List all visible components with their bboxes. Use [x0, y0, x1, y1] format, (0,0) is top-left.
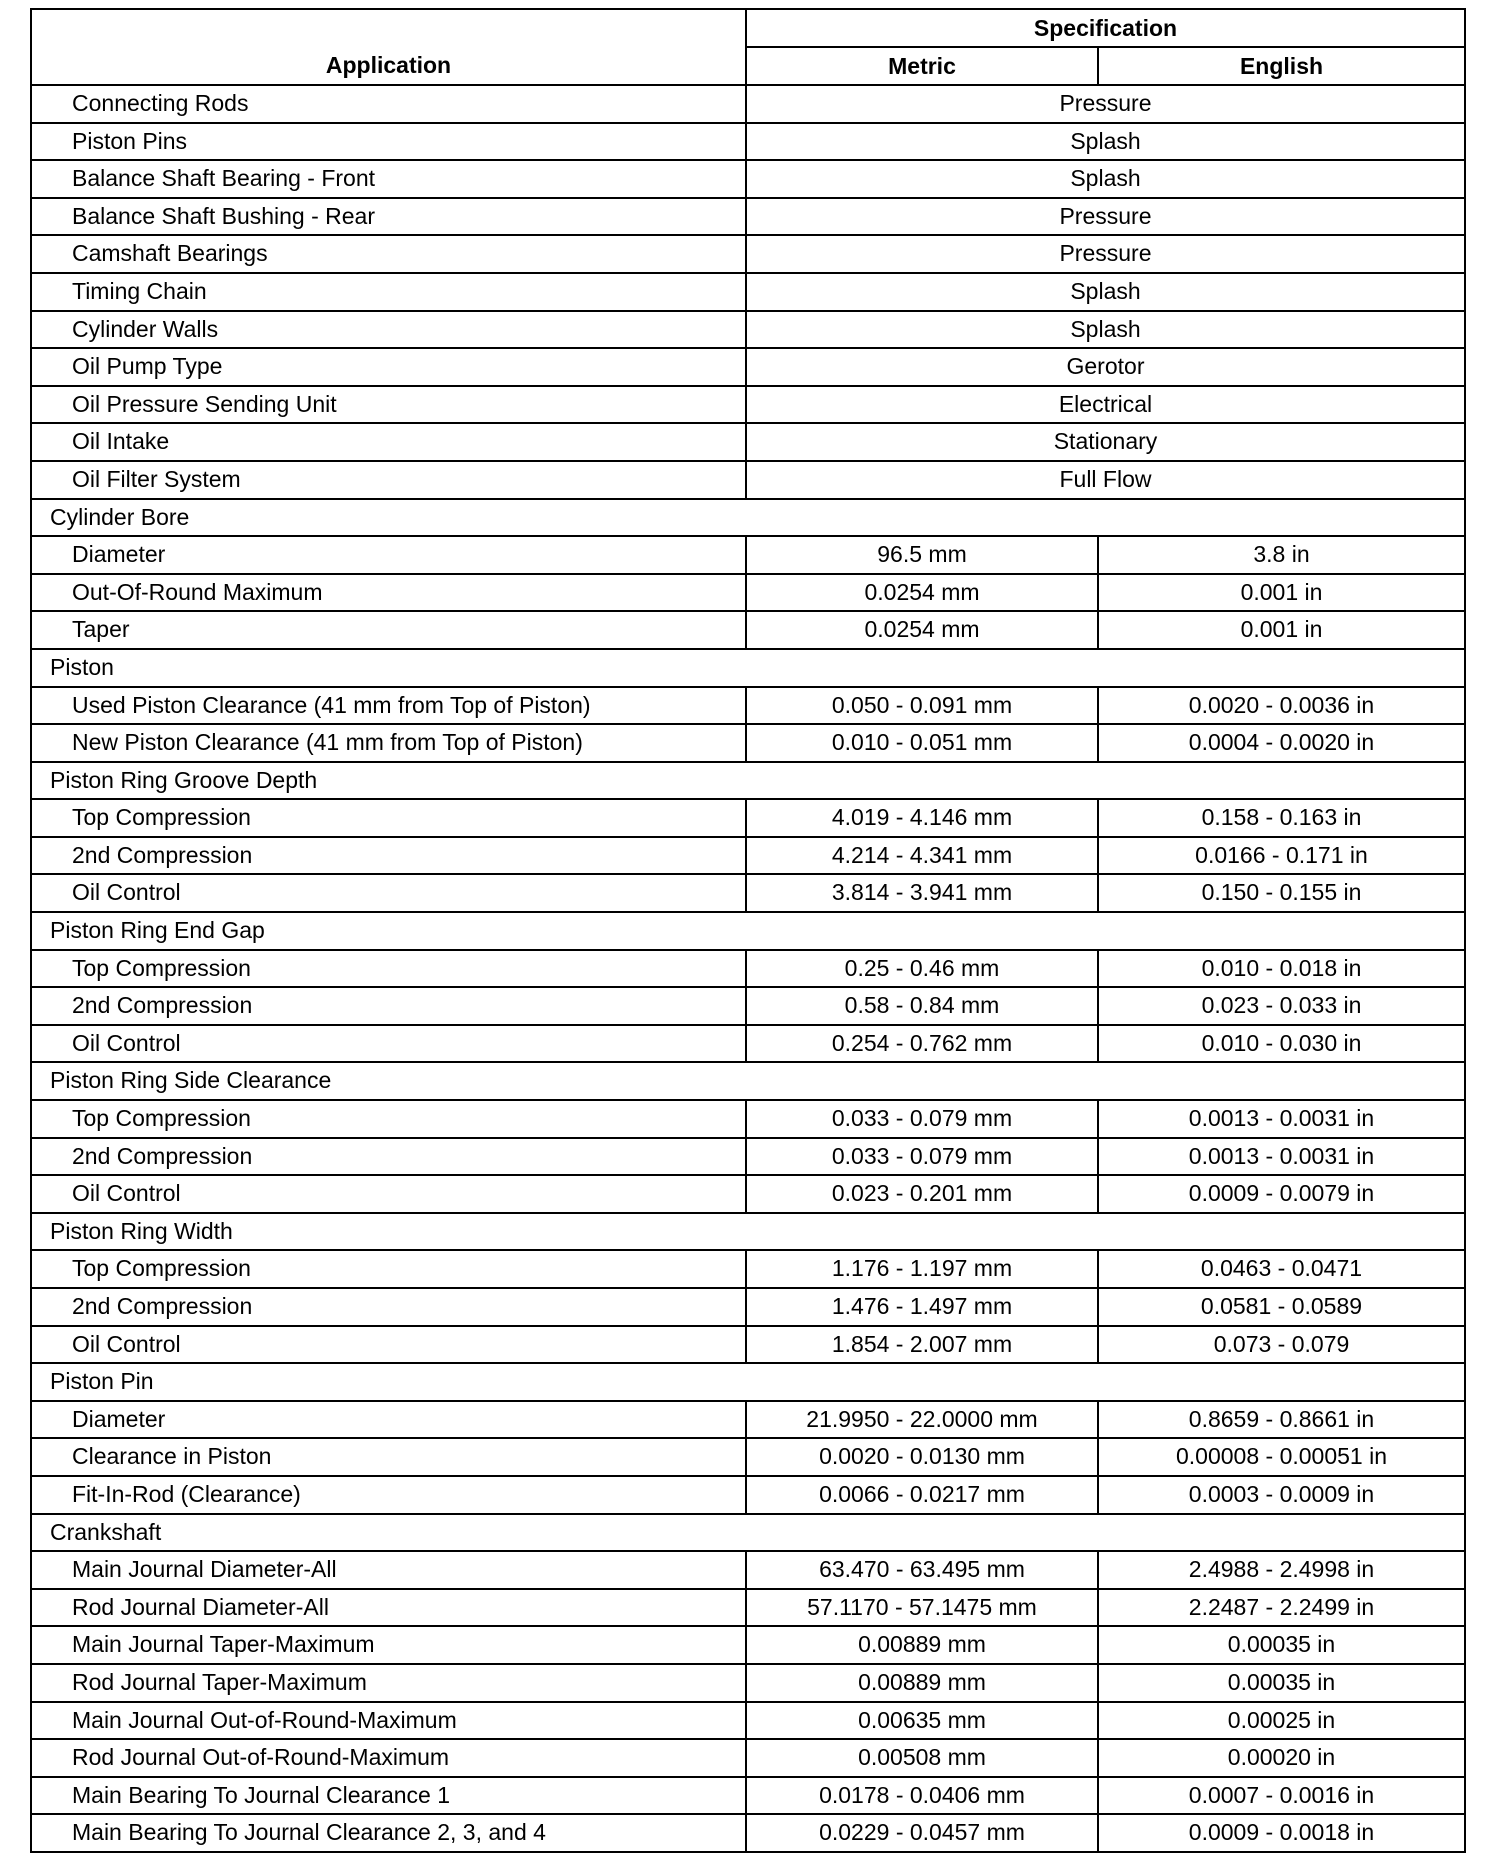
spec-row — [31, 1175, 1465, 1213]
specification-cell: Gerotor — [746, 348, 1465, 386]
application-cell: Oil Control — [31, 1175, 746, 1213]
english-cell: 0.0013 - 0.0031 in — [1098, 1100, 1465, 1138]
english-cell: 0.0003 - 0.0009 in — [1098, 1476, 1465, 1514]
application-cell: Rod Journal Diameter-All — [31, 1589, 746, 1627]
section-header-row — [31, 1062, 1465, 1100]
application-cell: Camshaft Bearings — [31, 235, 746, 273]
section-header-row — [31, 912, 1465, 950]
metric-cell: 0.0020 - 0.0130 mm — [746, 1438, 1098, 1476]
section-title: Crankshaft — [31, 1514, 1465, 1552]
application-cell: Main Bearing To Journal Clearance 2, 3, and 4 — [31, 1814, 746, 1852]
application-cell: 2nd Compression — [31, 1138, 746, 1176]
application-header: Application — [31, 9, 746, 85]
application-cell: Oil Control — [31, 1326, 746, 1364]
english-cell: 0.00025 in — [1098, 1702, 1465, 1740]
metric-cell: 0.010 - 0.051 mm — [746, 724, 1098, 762]
english-cell: 0.8659 - 0.8661 in — [1098, 1401, 1465, 1439]
lubrication-row — [31, 235, 1465, 273]
spec-row — [31, 1438, 1465, 1476]
application-cell: Piston Pins — [31, 123, 746, 161]
lubrication-row — [31, 386, 1465, 424]
application-cell: Connecting Rods — [31, 85, 746, 123]
metric-cell: 4.019 - 4.146 mm — [746, 799, 1098, 837]
spec-table-body — [31, 85, 1465, 1852]
application-cell: Main Bearing To Journal Clearance 1 — [31, 1777, 746, 1815]
lubrication-row — [31, 198, 1465, 236]
english-header: English — [1098, 47, 1465, 85]
english-cell: 0.00020 in — [1098, 1739, 1465, 1777]
spec-row — [31, 1476, 1465, 1514]
english-cell: 0.0007 - 0.0016 in — [1098, 1777, 1465, 1815]
spec-row — [31, 1551, 1465, 1589]
section-header-row — [31, 499, 1465, 537]
english-cell: 3.8 in — [1098, 536, 1465, 574]
metric-cell: 0.023 - 0.201 mm — [746, 1175, 1098, 1213]
metric-cell: 4.214 - 4.341 mm — [746, 837, 1098, 875]
application-cell: Top Compression — [31, 1250, 746, 1288]
metric-cell: 1.176 - 1.197 mm — [746, 1250, 1098, 1288]
application-cell: Top Compression — [31, 950, 746, 988]
metric-cell: 0.033 - 0.079 mm — [746, 1100, 1098, 1138]
application-cell: Main Journal Out-of-Round-Maximum — [31, 1702, 746, 1740]
spec-row — [31, 1626, 1465, 1664]
english-cell: 0.0463 - 0.0471 — [1098, 1250, 1465, 1288]
lubrication-row — [31, 311, 1465, 349]
spec-row — [31, 950, 1465, 988]
metric-cell: 57.1170 - 57.1475 mm — [746, 1589, 1098, 1627]
application-cell: Clearance in Piston — [31, 1438, 746, 1476]
metric-cell: 96.5 mm — [746, 536, 1098, 574]
english-cell: 0.00008 - 0.00051 in — [1098, 1438, 1465, 1476]
english-cell: 0.00035 in — [1098, 1626, 1465, 1664]
application-cell: Oil Intake — [31, 423, 746, 461]
section-title: Piston Pin — [31, 1363, 1465, 1401]
metric-cell: 0.0066 - 0.0217 mm — [746, 1476, 1098, 1514]
metric-cell: 0.254 - 0.762 mm — [746, 1025, 1098, 1063]
application-cell: Oil Pump Type — [31, 348, 746, 386]
section-header-row — [31, 649, 1465, 687]
spec-row — [31, 1288, 1465, 1326]
specification-cell: Pressure — [746, 85, 1465, 123]
section-title: Piston Ring End Gap — [31, 912, 1465, 950]
lubrication-row — [31, 273, 1465, 311]
specification-cell: Stationary — [746, 423, 1465, 461]
metric-cell: 0.033 - 0.079 mm — [746, 1138, 1098, 1176]
application-cell: Balance Shaft Bushing - Rear — [31, 198, 746, 236]
spec-row — [31, 874, 1465, 912]
english-cell: 0.00035 in — [1098, 1664, 1465, 1702]
specification-cell: Electrical — [746, 386, 1465, 424]
application-cell: Used Piston Clearance (41 mm from Top of Piston) — [31, 687, 746, 725]
metric-cell: 0.050 - 0.091 mm — [746, 687, 1098, 725]
section-title: Piston Ring Side Clearance — [31, 1062, 1465, 1100]
english-cell: 0.158 - 0.163 in — [1098, 799, 1465, 837]
lubrication-row — [31, 348, 1465, 386]
engine-spec-table — [30, 8, 1466, 1853]
metric-cell: 0.25 - 0.46 mm — [746, 950, 1098, 988]
spec-row — [31, 1326, 1465, 1364]
specification-cell: Full Flow — [746, 461, 1465, 499]
application-cell: Timing Chain — [31, 273, 746, 311]
spec-row — [31, 1100, 1465, 1138]
application-cell: Fit-In-Rod (Clearance) — [31, 1476, 746, 1514]
metric-cell: 63.470 - 63.495 mm — [746, 1551, 1098, 1589]
application-cell: Main Journal Taper-Maximum — [31, 1626, 746, 1664]
spec-row — [31, 1814, 1465, 1852]
metric-cell: 0.0254 mm — [746, 611, 1098, 649]
metric-cell: 1.476 - 1.497 mm — [746, 1288, 1098, 1326]
application-cell: Out-Of-Round Maximum — [31, 574, 746, 612]
english-cell: 0.0009 - 0.0079 in — [1098, 1175, 1465, 1213]
specification-cell: Splash — [746, 273, 1465, 311]
application-cell: Diameter — [31, 1401, 746, 1439]
spec-row — [31, 574, 1465, 612]
section-header-row — [31, 1213, 1465, 1251]
specification-header: Specification — [746, 9, 1465, 47]
english-cell: 0.001 in — [1098, 611, 1465, 649]
application-cell: Main Journal Diameter-All — [31, 1551, 746, 1589]
spec-row — [31, 837, 1465, 875]
application-cell: Oil Control — [31, 874, 746, 912]
spec-row — [31, 1739, 1465, 1777]
metric-cell: 1.854 - 2.007 mm — [746, 1326, 1098, 1364]
application-cell: Top Compression — [31, 799, 746, 837]
application-cell: Rod Journal Taper-Maximum — [31, 1664, 746, 1702]
english-cell: 0.0009 - 0.0018 in — [1098, 1814, 1465, 1852]
specification-cell: Splash — [746, 160, 1465, 198]
spec-row — [31, 1250, 1465, 1288]
spec-row — [31, 1138, 1465, 1176]
section-title: Cylinder Bore — [31, 499, 1465, 537]
lubrication-row — [31, 85, 1465, 123]
spec-row — [31, 724, 1465, 762]
application-cell: 2nd Compression — [31, 837, 746, 875]
english-cell: 0.001 in — [1098, 574, 1465, 612]
metric-cell: 0.58 - 0.84 mm — [746, 987, 1098, 1025]
spec-row — [31, 799, 1465, 837]
section-title: Piston Ring Groove Depth — [31, 762, 1465, 800]
section-title: Piston — [31, 649, 1465, 687]
english-cell: 0.010 - 0.018 in — [1098, 950, 1465, 988]
section-header-row — [31, 762, 1465, 800]
english-cell: 0.0004 - 0.0020 in — [1098, 724, 1465, 762]
application-cell: Balance Shaft Bearing - Front — [31, 160, 746, 198]
application-cell: Oil Filter System — [31, 461, 746, 499]
english-cell: 0.0166 - 0.171 in — [1098, 837, 1465, 875]
metric-cell: 0.00889 mm — [746, 1626, 1098, 1664]
specification-cell: Splash — [746, 311, 1465, 349]
spec-row — [31, 1664, 1465, 1702]
english-cell: 0.0020 - 0.0036 in — [1098, 687, 1465, 725]
section-title: Piston Ring Width — [31, 1213, 1465, 1251]
english-cell: 2.2487 - 2.2499 in — [1098, 1589, 1465, 1627]
metric-cell: 0.0254 mm — [746, 574, 1098, 612]
spec-row — [31, 1401, 1465, 1439]
english-cell: 2.4988 - 2.4998 in — [1098, 1551, 1465, 1589]
metric-cell: 0.0229 - 0.0457 mm — [746, 1814, 1098, 1852]
application-cell: Cylinder Walls — [31, 311, 746, 349]
metric-cell: 21.9950 - 22.0000 mm — [746, 1401, 1098, 1439]
application-cell: Oil Control — [31, 1025, 746, 1063]
specification-cell: Pressure — [746, 235, 1465, 273]
english-cell: 0.0013 - 0.0031 in — [1098, 1138, 1465, 1176]
section-header-row — [31, 1514, 1465, 1552]
application-cell: New Piston Clearance (41 mm from Top of Piston) — [31, 724, 746, 762]
spec-row — [31, 1589, 1465, 1627]
english-cell: 0.0581 - 0.0589 — [1098, 1288, 1465, 1326]
english-cell: 0.073 - 0.079 — [1098, 1326, 1465, 1364]
application-cell: Taper — [31, 611, 746, 649]
metric-header: Metric — [746, 47, 1098, 85]
metric-cell: 0.00889 mm — [746, 1664, 1098, 1702]
application-cell: Diameter — [31, 536, 746, 574]
spec-row — [31, 1777, 1465, 1815]
spec-row — [31, 987, 1465, 1025]
metric-cell: 0.00508 mm — [746, 1739, 1098, 1777]
spec-row — [31, 687, 1465, 725]
spec-row — [31, 611, 1465, 649]
spec-row — [31, 1025, 1465, 1063]
lubrication-row — [31, 461, 1465, 499]
lubrication-row — [31, 123, 1465, 161]
lubrication-row — [31, 160, 1465, 198]
application-cell: Rod Journal Out-of-Round-Maximum — [31, 1739, 746, 1777]
application-cell: 2nd Compression — [31, 1288, 746, 1326]
metric-cell: 0.00635 mm — [746, 1702, 1098, 1740]
spec-row — [31, 1702, 1465, 1740]
english-cell: 0.010 - 0.030 in — [1098, 1025, 1465, 1063]
application-cell: Oil Pressure Sending Unit — [31, 386, 746, 424]
spec-row — [31, 536, 1465, 574]
lubrication-row — [31, 423, 1465, 461]
english-cell: 0.023 - 0.033 in — [1098, 987, 1465, 1025]
specification-cell: Pressure — [746, 198, 1465, 236]
english-cell: 0.150 - 0.155 in — [1098, 874, 1465, 912]
specification-cell: Splash — [746, 123, 1465, 161]
metric-cell: 0.0178 - 0.0406 mm — [746, 1777, 1098, 1815]
application-cell: Top Compression — [31, 1100, 746, 1138]
section-header-row — [31, 1363, 1465, 1401]
application-cell: 2nd Compression — [31, 987, 746, 1025]
metric-cell: 3.814 - 3.941 mm — [746, 874, 1098, 912]
